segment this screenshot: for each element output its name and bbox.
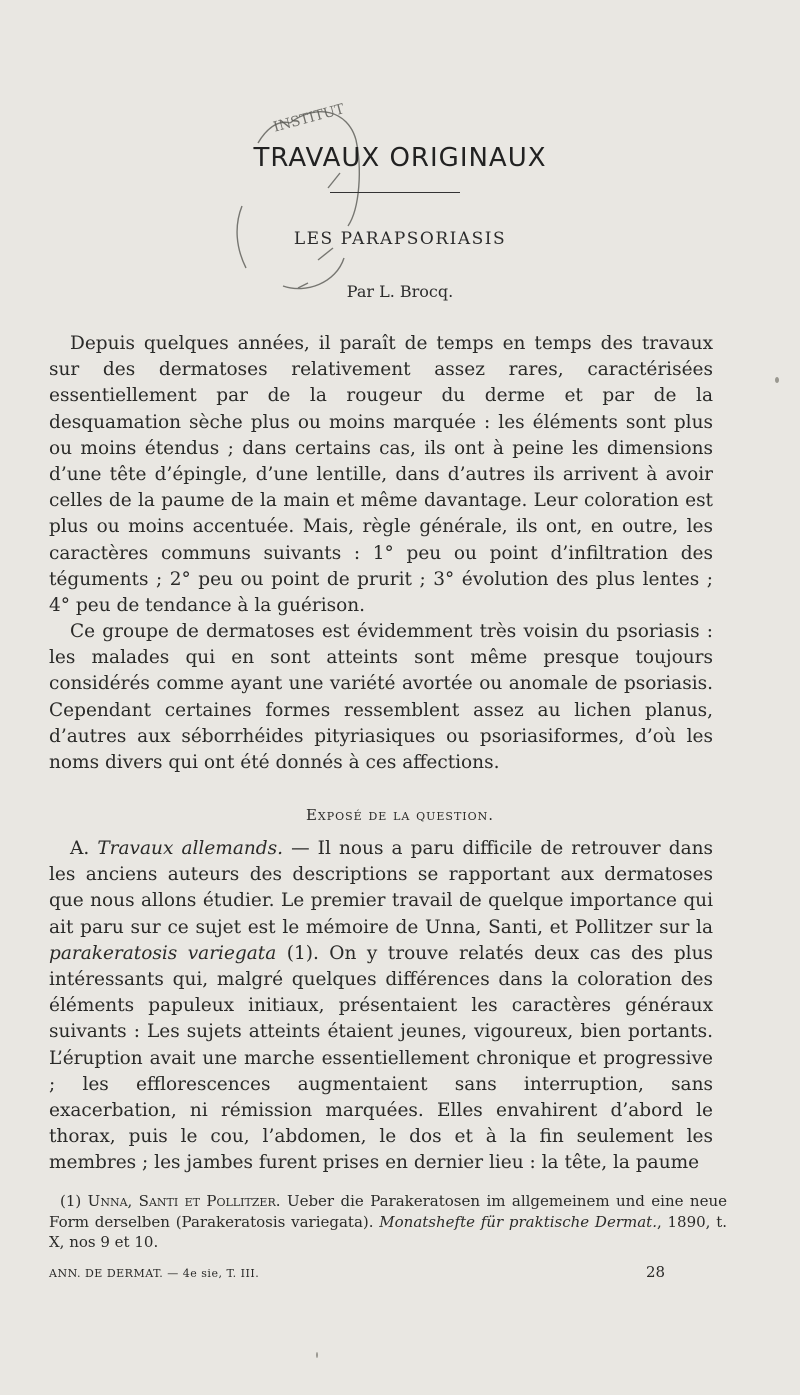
- section-label-italic: Travaux allemands.: [97, 838, 283, 859]
- stamp-text: INSTITUT: [271, 101, 347, 136]
- article-title: LES PARAPSORIASIS: [293, 229, 507, 249]
- library-stamp: [228, 98, 376, 303]
- footnote-citation: , 1890, t. X, nos 9 et 10.: [49, 1212, 727, 1251]
- author-name: L. Brocq.: [379, 282, 454, 301]
- paragraph-intro: Depuis quelques années, il paraît de temps en temps des travaux sur des dermatoses relativement assez rares, caractérisées essentiellement par de la rougeur du derme et par de la desquamation sèche plus ou moins marquée : les éléments sont plus ou moins étendus ; dans certains cas, ils ont à peine les dimensions d’une tête d’épingle, d’une lentille, dans d’autres ils arrivent à avoir celles de la paume de la main et même davantage. Leur coloration est plus ou moins accentuée. Mais, règle générale, ils ont, en outre, les caractères communs suivants : 1° peu ou point d’infiltration des téguments ; 2° peu ou point de prurit ; 3° évolution des plus lentes ; 4° peu de tendance à la guérison.: [49, 333, 713, 617]
- page-number: 28: [646, 1263, 666, 1281]
- paragraph-text-italic: parakeratosis variegata: [49, 942, 277, 964]
- author-prefix: Par: [346, 282, 374, 301]
- running-footer: ANN. DE DERMAT. — 4e sie, T. III.: [49, 1267, 260, 1280]
- paper-speck: [775, 377, 779, 383]
- paper-speck: [316, 1352, 318, 1358]
- section-title: TRAVAUX ORIGINAUX: [253, 143, 547, 173]
- paragraph-psoriasis: Ce groupe de dermatoses est évidemment très voisin du psoriasis : les malades qui en sont atteints sont même presque toujours considérés comme ayant une variété avortée ou anomale de psoriasis. Cependant certaines formes ressemblent assez au lichen planus, d’autres aux séborrhéides pityriasiques ou psoriasiformes, d’où les noms divers qui ont été donnés à ces affections.: [49, 621, 713, 774]
- footnote: [49, 1191, 727, 1253]
- title-divider: [330, 192, 460, 193]
- paragraph-text-part1: — Il nous a paru difficile de retrouver dans les anciens auteurs des descriptions se rapportant aux dermatoses que nous allons étudier. Le premier travail de quelque importance qui ait paru sur ce sujet est le mémoire de Unna, Santi, et Pollitzer sur la: [49, 838, 714, 938]
- footnote-journal: Monatshefte für praktische Dermat.: [379, 1212, 657, 1231]
- author-line: [0, 282, 800, 301]
- section-heading: Exposé de la question.: [305, 806, 495, 824]
- paragraph-text-part2: (1). On y trouve relatés deux cas des plus intéressants qui, malgré quelques différences dans la coloration des éléments papuleux initiaux, présentaient les caractères généraux suivants : Les sujets atteints étaient jeunes, vigoureux, bien portants. L’éruption avait une marche essentiellement chronique et progressive ; les efflorescences augmentaient sans interruption, sans exacerbation, ni rémission marquées. Elles envahirent d’abord le thorax, puis le cou, l’abdomen, le dos et à la fin seulement les membres ; les jambes furent prises en dernier lieu : la tête, la paume: [49, 942, 713, 1174]
- section-label: A.: [70, 838, 90, 859]
- footnote-authors: Unna, Santi et Pollitzer.: [87, 1192, 281, 1210]
- paragraph-travaux-allemands: [49, 836, 713, 1177]
- footnote-text: Ueber die Parakeratosen im allgemeinem und eine neue Form derselben (Parakeratosis variegata).: [49, 1192, 727, 1231]
- footnote-marker: (1): [60, 1192, 82, 1210]
